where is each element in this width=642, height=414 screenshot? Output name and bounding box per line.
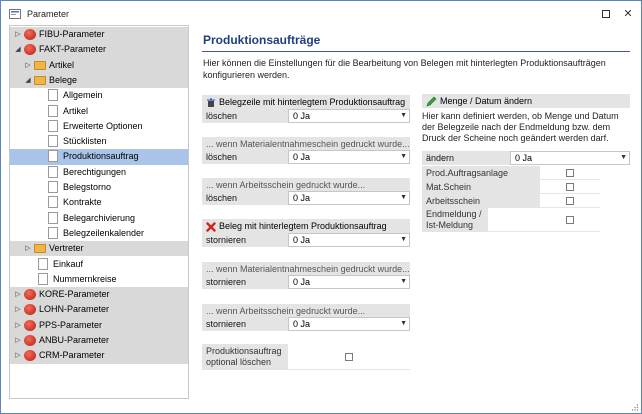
tree-item-label: Allgemein: [63, 90, 103, 101]
tree-item-label: Artikel: [63, 105, 89, 116]
pencil-icon: [426, 96, 437, 107]
document-icon: [48, 135, 58, 147]
tree-item[interactable]: [10, 73, 188, 88]
belegzeile-loeschen-label: löschen: [202, 109, 288, 123]
document-icon: [48, 227, 58, 239]
material-stornieren-select[interactable]: [288, 275, 410, 289]
expand-arrow-icon[interactable]: ▷: [25, 245, 31, 253]
close-icon: ✕: [623, 8, 633, 20]
tree-item[interactable]: [10, 149, 188, 164]
tree-item-label: KORE-Parameter: [39, 289, 110, 300]
prop-label-arbeitsschein: Arbeitsschein: [422, 194, 540, 208]
tree-item-label: LOHN-Parameter: [39, 304, 110, 315]
close-button[interactable]: [621, 7, 635, 21]
tree-item-label: ANBU-Parameter: [39, 335, 110, 345]
optional-loeschen-label: Produktionsauftrag optional löschen: [202, 344, 288, 370]
auftragsanlage-checkbox[interactable]: [566, 169, 574, 177]
tree-item-label: Berechtigungen: [63, 166, 127, 177]
expand-arrow-icon[interactable]: ▷: [15, 321, 21, 329]
tree-item[interactable]: [10, 195, 188, 210]
aendern-label: ändern: [422, 151, 510, 165]
belegzeile-loeschen-value: 0 Ja: [293, 111, 311, 121]
document-icon: [38, 273, 48, 285]
page-title: Produktionsaufträge: [203, 33, 321, 47]
folder-icon: [34, 244, 46, 253]
resize-grip-icon[interactable]: [631, 403, 639, 411]
material-loeschen-value: 0 Ja: [293, 152, 311, 162]
tree-item[interactable]: [10, 211, 188, 226]
tree-item[interactable]: [10, 180, 188, 195]
tree-item-label: Belegstorno: [63, 182, 112, 192]
tree-item[interactable]: [10, 58, 188, 73]
tree-item[interactable]: [10, 287, 188, 302]
database-icon: [24, 289, 36, 300]
sub-arbeitsschein-label: ... wenn Arbeitsschein gedruckt wurde...: [202, 178, 410, 192]
tree-item[interactable]: [10, 348, 188, 363]
content-panel: [198, 25, 634, 399]
document-icon: [48, 196, 58, 208]
tree-item[interactable]: [10, 302, 188, 317]
tree-item[interactable]: [10, 226, 188, 241]
navigation-tree: [9, 25, 189, 399]
tree-item-label: FIBU-Parameter: [39, 29, 105, 39]
arbeitsschein-stornieren-value: 0 Ja: [293, 319, 311, 329]
intro-text: Hier können die Einstellungen für die Bearbeitung von Belegen mit hinterlegten Produktionsaufträgen konfigurieren werden.: [203, 58, 606, 80]
expand-arrow-icon[interactable]: ▷: [15, 31, 21, 38]
tree-item[interactable]: [10, 165, 188, 180]
chevron-down-icon: ▼: [620, 154, 627, 161]
chevron-down-icon: ▼: [400, 236, 407, 243]
tree-item-label: PPS-Parameter: [39, 319, 103, 330]
maximize-button[interactable]: [599, 7, 613, 21]
arbeitsschein-loeschen-select[interactable]: [288, 191, 410, 205]
prop-cell-auftragsanlage: [540, 166, 600, 180]
folder-icon: [34, 76, 46, 85]
tree-item[interactable]: [10, 333, 188, 348]
material-loeschen-label: löschen: [202, 150, 288, 164]
tree-item[interactable]: [10, 27, 188, 42]
database-icon: [24, 320, 36, 331]
tree-item[interactable]: [10, 257, 188, 272]
maximize-icon: [602, 10, 610, 18]
prop-label-auftragsanlage: Prod.Auftragsanlage: [422, 166, 540, 180]
collapse-arrow-icon[interactable]: ◢: [15, 46, 21, 54]
tree-item[interactable]: [10, 88, 188, 103]
tree-item-label: Erweiterte Optionen: [63, 120, 143, 131]
tree-item-label: FAKT-Parameter: [39, 44, 107, 55]
document-icon: [48, 150, 58, 162]
tree-item[interactable]: [10, 272, 188, 287]
chevron-down-icon: ▼: [400, 194, 407, 201]
title-bar: [1, 1, 641, 27]
section-belegzeile-title: Belegzeile mit hinterlegtem Produktionsauftrag: [219, 97, 406, 107]
sub2-materialentnahme-label: ... wenn Materialentnahmeschein gedruckt wurde...: [202, 262, 410, 276]
expand-arrow-icon[interactable]: ▷: [25, 61, 31, 69]
tree-item-label: Einkauf: [53, 258, 84, 269]
tree-item-label: Belegzeilenkalender: [63, 227, 145, 238]
database-icon: [24, 304, 36, 315]
tree-item-label: Artikel: [49, 59, 75, 70]
expand-arrow-icon[interactable]: ▷: [15, 291, 21, 299]
document-icon: [48, 212, 58, 224]
arbeitsschein-loeschen-label: löschen: [202, 191, 288, 205]
tree-item-label: CRM-Parameter: [39, 350, 105, 361]
chevron-down-icon: ▼: [400, 112, 407, 119]
material-stornieren-value: 0 Ja: [293, 277, 311, 287]
beleg-stornieren-label: stornieren: [202, 233, 288, 247]
document-icon: [48, 105, 58, 117]
section-beleg-title: Beleg mit hinterlegtem Produktionsauftrag: [219, 221, 387, 231]
endmeldung-checkbox[interactable]: [566, 216, 574, 224]
database-icon: [24, 29, 36, 40]
prop-cell-arbeitsschein: [540, 194, 600, 208]
document-icon: [38, 258, 48, 270]
document-icon: [48, 89, 58, 101]
beleg-stornieren-value: 0 Ja: [293, 235, 311, 245]
tree-item[interactable]: [10, 42, 188, 57]
window-title: Parameter: [27, 9, 70, 19]
collapse-arrow-icon[interactable]: ◢: [25, 76, 31, 84]
menge-description: Hier kann definiert werden, ob Menge und Datum der Belegzeile nach der Endmeldung bzw. dem Druck der Scheine noch geändert werden darf.: [422, 111, 619, 143]
database-icon: [24, 44, 36, 55]
arbeitsschein-loeschen-value: 0 Ja: [293, 193, 311, 203]
tree-item-label: Vertreter: [49, 243, 84, 254]
section-menge-header: [422, 94, 630, 108]
arbeitsschein-stornieren-label: stornieren: [202, 317, 288, 331]
prop-label-matschein: Mat.Schein: [422, 180, 540, 194]
prop-label-endmeldung: Endmeldung / Ist-Meldung: [422, 208, 488, 232]
tree-item-label: Produktionsauftrag: [63, 151, 139, 162]
prop-cell-matschein: [540, 180, 600, 194]
tree-item[interactable]: [10, 104, 188, 119]
expand-arrow-icon[interactable]: ▷: [15, 337, 21, 344]
heading-divider: [202, 51, 630, 52]
prop-cell-endmeldung: [488, 208, 600, 232]
belegzeile-loeschen-select[interactable]: [288, 109, 410, 123]
matschein-checkbox[interactable]: [566, 183, 574, 191]
chevron-down-icon: ▼: [400, 278, 407, 285]
tree-item-label: Kontrakte: [63, 197, 102, 208]
delete-x-icon: [206, 222, 216, 232]
beleg-stornieren-select[interactable]: [288, 233, 410, 247]
tree-item-label: Belege: [49, 74, 78, 85]
folder-icon: [34, 61, 46, 70]
database-icon: [24, 350, 36, 361]
arbeitsschein-checkbox[interactable]: [566, 197, 574, 205]
tree-item-label: Belegarchivierung: [63, 212, 136, 223]
material-stornieren-label: stornieren: [202, 275, 288, 289]
tree-item[interactable]: [10, 241, 188, 256]
section-menge-title: Menge / Datum ändern: [440, 96, 533, 106]
section-belegzeile-header: [202, 95, 410, 109]
tree-item-label: Stücklisten: [63, 136, 107, 147]
document-icon: [48, 120, 58, 132]
aendern-select[interactable]: [510, 151, 630, 165]
arbeitsschein-stornieren-select[interactable]: [288, 317, 410, 331]
database-icon: [24, 335, 36, 346]
document-icon: [48, 181, 58, 193]
material-loeschen-select[interactable]: [288, 150, 410, 164]
optional-loeschen-cell: [288, 344, 410, 370]
trash-icon: [206, 98, 216, 108]
sub-materialentnahme-label: ... wenn Materialentnahmeschein gedruckt wurde...: [202, 137, 410, 151]
chevron-down-icon: ▼: [400, 320, 407, 327]
document-icon: [48, 166, 58, 178]
aendern-value: 0 Ja: [515, 153, 533, 163]
sub2-arbeitsschein-label: ... wenn Arbeitsschein gedruckt wurde...: [202, 304, 410, 318]
expand-arrow-icon[interactable]: ▷: [15, 306, 21, 314]
tree-item[interactable]: [10, 119, 188, 134]
tree-item[interactable]: [10, 318, 188, 333]
section-beleg-header: [202, 219, 410, 233]
tree-item-label: Nummernkreise: [53, 273, 117, 284]
expand-arrow-icon[interactable]: ▷: [15, 352, 21, 360]
chevron-down-icon: ▼: [400, 153, 407, 160]
tree-item[interactable]: [10, 134, 188, 149]
app-icon: [9, 9, 21, 19]
optional-loeschen-checkbox[interactable]: [345, 353, 353, 361]
